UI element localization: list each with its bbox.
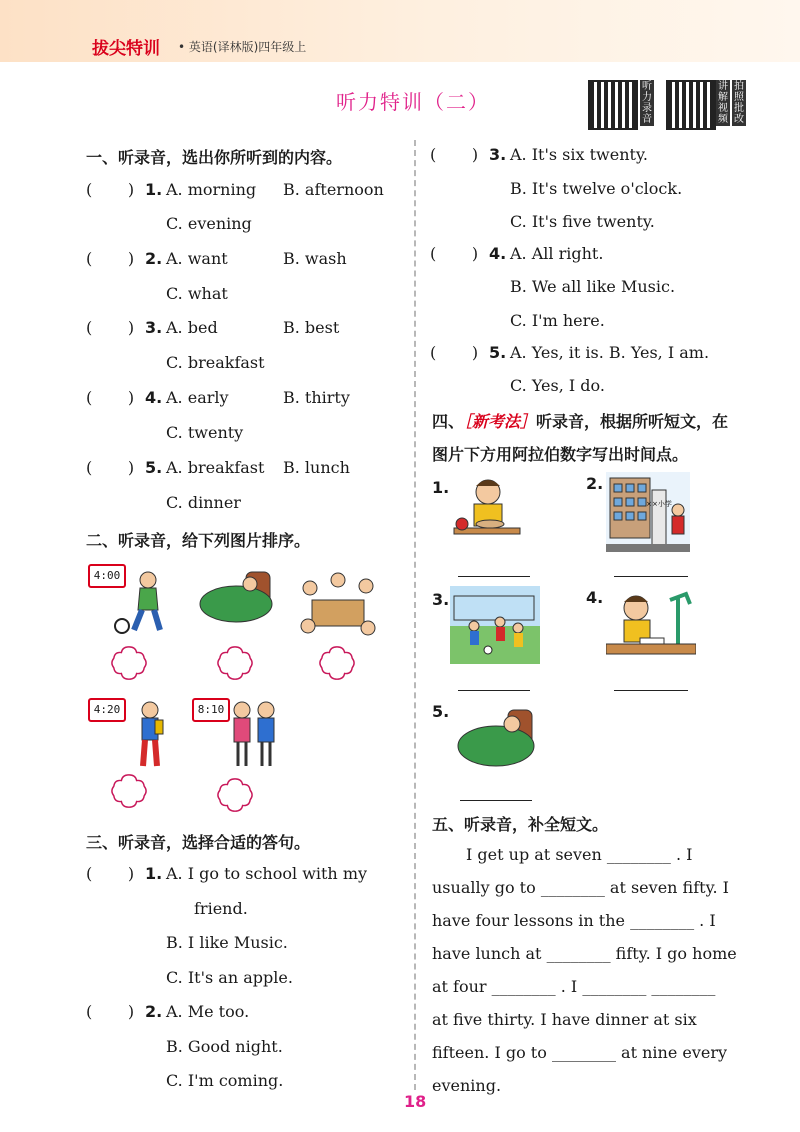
item-number: 4. (145, 388, 163, 407)
item-number: 3. (145, 318, 163, 337)
qr-label-correct: 拍照批改 (734, 81, 744, 125)
book-subtitle: • 英语(译林版)四年级上 (178, 40, 307, 54)
new-method-tag: ［新考法］ (464, 412, 537, 431)
boy-doing-homework-picture (606, 586, 696, 664)
option-a: A. It's six twenty. (510, 145, 648, 164)
option-b: B. wash (283, 249, 347, 268)
time-answer-blank[interactable] (614, 576, 688, 577)
option-a: A. bed (166, 318, 218, 337)
option-b: B. thirty (283, 388, 350, 407)
option-c: C. what (166, 284, 228, 303)
answer-paren[interactable]: ( ) (86, 1002, 135, 1021)
item-number: 2. (145, 249, 163, 268)
section4-heading: 四、［新考法］听录音，根据所听短文，在 (432, 412, 729, 431)
picture-label: 1. (432, 478, 450, 497)
option-a: A. I go to school with my (166, 864, 368, 883)
clock-label: 8:10 (192, 698, 230, 722)
option-a-continued: friend. (194, 899, 248, 918)
item-number: 2. (145, 1002, 163, 1021)
option-c: C. Yes, I do. (510, 376, 605, 395)
column-divider (414, 140, 416, 1090)
passage-line: I get up at seven ________ . I (466, 845, 693, 864)
section3-heading: 三、听录音，选择合适的答句。 (86, 833, 311, 852)
option-c: C. It's an apple. (166, 968, 293, 987)
option-a: A. early (166, 388, 229, 407)
option-c: C. I'm here. (510, 311, 605, 330)
classroom-lesson-picture (298, 570, 378, 642)
picture-label: 2. (586, 474, 604, 493)
option-a: A. breakfast (166, 458, 265, 477)
option-c: C. breakfast (166, 353, 265, 372)
option-a-and-b: A. Yes, it is. B. Yes, I am. (510, 343, 710, 362)
option-b: B. best (283, 318, 340, 337)
clock-label: 4:20 (88, 698, 126, 722)
item-number: 4. (489, 244, 507, 263)
child-sleeping-picture (456, 706, 536, 772)
order-answer-flower[interactable] (216, 776, 254, 814)
answer-paren[interactable]: ( ) (86, 318, 135, 337)
answer-paren[interactable]: ( ) (430, 145, 479, 164)
order-answer-flower[interactable] (110, 644, 148, 682)
option-a: A. morning (166, 180, 257, 199)
student-walking-picture (130, 700, 170, 772)
qr-label-listening: 听力录音 (642, 81, 652, 125)
option-b: B. Good night. (166, 1037, 283, 1056)
picture-label: 3. (432, 590, 450, 609)
time-answer-blank[interactable] (460, 800, 532, 801)
option-b: B. It's twelve o'clock. (510, 179, 683, 198)
children-playing-football-picture (450, 586, 540, 664)
item-number: 3. (489, 145, 507, 164)
boy-eating-breakfast-picture (450, 474, 522, 552)
item-number: 1. (145, 180, 163, 199)
option-a: A. All right. (510, 244, 604, 263)
time-answer-blank[interactable] (614, 690, 688, 691)
option-c: C. twenty (166, 423, 244, 442)
qr-code-video[interactable] (666, 80, 716, 130)
series-name: 拔尖特训 (92, 39, 160, 59)
time-answer-blank[interactable] (458, 576, 530, 577)
passage-line: fifteen. I go to ________ at nine every (432, 1043, 728, 1062)
time-answer-blank[interactable] (458, 690, 530, 691)
section5-heading: 五、听录音，补全短文。 (432, 815, 609, 834)
fill-in-passage (432, 838, 752, 1102)
item-number: 5. (489, 343, 507, 362)
passage-line: have four lessons in the ________ . I (432, 911, 716, 930)
section1-heading: 一、听录音，选出你所听到的内容。 (86, 148, 343, 167)
picture-label: 5. (432, 702, 450, 721)
school-gate-picture (606, 472, 690, 552)
answer-paren[interactable]: ( ) (86, 180, 135, 199)
answer-paren[interactable]: ( ) (430, 244, 479, 263)
option-b: B. afternoon (283, 180, 384, 199)
qr-code-listening[interactable] (588, 80, 638, 130)
child-in-bed-picture (198, 568, 276, 630)
page-title: 听力特训（二） (336, 90, 490, 114)
item-number: 5. (145, 458, 163, 477)
option-a: A. want (166, 249, 228, 268)
qr-label-video: 讲解视频 (718, 81, 728, 125)
option-b: B. lunch (283, 458, 350, 477)
answer-paren[interactable]: ( ) (86, 249, 135, 268)
order-answer-flower[interactable] (318, 644, 356, 682)
section4-heading-line2: 图片下方用阿拉伯数字写出时间点。 (432, 445, 689, 464)
answer-paren[interactable]: ( ) (430, 343, 479, 362)
option-a: A. Me too. (166, 1002, 250, 1021)
answer-paren[interactable]: ( ) (86, 458, 135, 477)
option-b: B. We all like Music. (510, 277, 676, 296)
item-number: 1. (145, 864, 163, 883)
option-c: C. dinner (166, 493, 241, 512)
option-c: C. evening (166, 214, 252, 233)
school-sign-text: ××小学 (646, 500, 672, 508)
boy-playing-football-picture (108, 568, 178, 638)
clock-label: 4:00 (88, 564, 126, 588)
answer-paren[interactable]: ( ) (86, 864, 135, 883)
page-number: 18 (404, 1092, 427, 1111)
picture-label: 4. (586, 588, 604, 607)
passage-line: have lunch at ________ fifty. I go home (432, 944, 737, 963)
section2-heading: 二、听录音，给下列图片排序。 (86, 531, 311, 550)
option-c: C. It's five twenty. (510, 212, 655, 231)
passage-line: at five thirty. I have dinner at six (432, 1010, 697, 1029)
option-c: C. I'm coming. (166, 1071, 284, 1090)
order-answer-flower[interactable] (110, 772, 148, 810)
answer-paren[interactable]: ( ) (86, 388, 135, 407)
order-answer-flower[interactable] (216, 644, 254, 682)
two-children-picture (228, 700, 280, 772)
passage-line: usually go to ________ at seven fifty. I (432, 878, 729, 897)
option-b: B. I like Music. (166, 933, 288, 952)
passage-line: evening. (432, 1076, 502, 1095)
passage-line: at four ________ . I ________ ________ (432, 977, 716, 996)
